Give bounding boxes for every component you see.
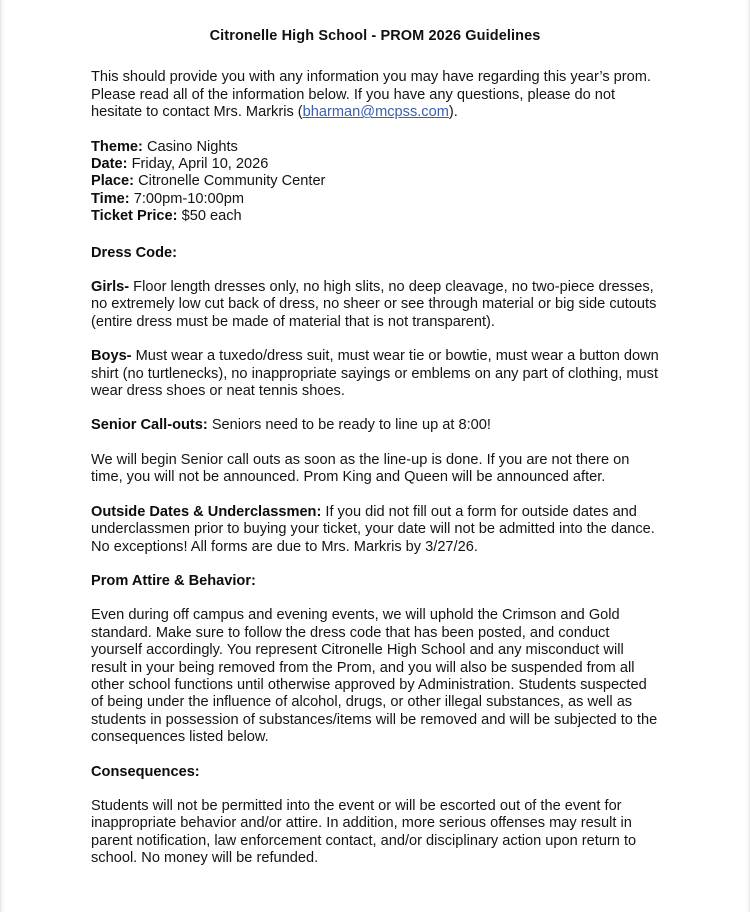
section-heading-dress-code: Dress Code: [91, 244, 177, 261]
detail-row-place [91, 173, 659, 190]
detail-value-ticket-price: $50 each [181, 208, 242, 225]
document-content [1, 0, 749, 868]
detail-label-place: Place: [91, 173, 134, 190]
intro-text-before-link: This should provide you with any information you may have regarding this year’s prom. Please read all of the information below. If you have any questions, please do not hesitate to contact Mrs. Markris ( [91, 69, 651, 121]
dress-code-girls-text: Floor length dresses only, no high slits, no deep cleavage, no two-piece dresses, no extremely low cut back of dress, no sheer or see through material or big side cutouts (entire dress must be made of material that is not transparent). [91, 279, 657, 330]
section-heading-prom-attire: Prom Attire & Behavior: [91, 572, 256, 589]
senior-callouts-paragraph [91, 417, 659, 434]
outside-dates-paragraph [91, 504, 659, 556]
detail-value-date: Friday, April 10, 2026 [131, 156, 269, 173]
outside-dates-label: Outside Dates & Underclassmen: [91, 503, 322, 520]
event-details-block [91, 139, 659, 226]
dress-code-boys-text: Must wear a tuxedo/dress suit, must wear tie or bowtie, must wear a button down shirt (no turtlenecks), no inappropriate sayings or emblems on any part of clothing, must wear dress shoes or neat tennis shoes. [91, 348, 659, 400]
detail-row-time [91, 191, 659, 208]
senior-callouts-label: Senior Call-outs: [91, 417, 208, 434]
detail-label-date: Date: [91, 156, 128, 173]
outside-dates-text: If you did not fill out a form for outside dates and underclassmen prior to buying your ticket, your date will not be admitted into the dance. No exceptions! All forms are due to Mrs. Markris by 3/27/26. [91, 503, 655, 555]
page-title: Citronelle High School - PROM 2026 Guidelines [209, 28, 541, 44]
senior-callouts-detail-paragraph: We will begin Senior call outs as soon as the line-up is done. If you are not there on time, you will not be announced. Prom King and Queen will be announced after. [91, 451, 630, 486]
detail-row-date [91, 156, 659, 173]
detail-value-place: Citronelle Community Center [138, 173, 326, 190]
intro-text-after-link: ). [448, 104, 458, 121]
detail-label-theme: Theme: [91, 138, 143, 155]
contact-email-link[interactable]: bharman@mcpss.com [302, 104, 449, 121]
dress-code-boys-label: Boys- [91, 348, 132, 365]
detail-label-time: Time: [91, 190, 130, 207]
detail-value-time: 7:00pm-10:00pm [133, 190, 245, 207]
detail-label-ticket-price: Ticket Price: [91, 208, 178, 225]
section-heading-consequences: Consequences: [91, 763, 200, 780]
senior-callouts-text: Seniors need to be ready to line up at 8:00! [207, 417, 491, 434]
dress-code-boys-paragraph [91, 348, 659, 400]
dress-code-girls-paragraph [91, 279, 659, 331]
intro-paragraph [91, 69, 659, 121]
detail-row-theme [91, 139, 659, 156]
prom-attire-paragraph: Even during off campus and evening events, we will uphold the Crimson and Gold standard. Make sure to follow the dress code that has been posted, and conduct yourself accordingly. You represent Citronelle High School and any misconduct will result in your being removed from the Prom, and you will also be suspended from all other school functions until otherwise approved by Administration. Students suspected of being under the influence of alcohol, drugs, or other illegal substances, as well as students in possession of substances/items will be removed and will be subjected to the consequences listed below. [91, 607, 658, 746]
consequences-paragraph: Students will not be permitted into the event or will be escorted out of the event for inappropriate behavior and/or attire. In addition, more serious offenses may result in parent notification, law enforcement contact, and/or disciplinary action upon return to school. No money will be refunded. [91, 797, 637, 867]
dress-code-girls-label: Girls- [91, 279, 130, 296]
detail-value-theme: Casino Nights [146, 138, 238, 155]
detail-row-ticket-price [91, 208, 659, 225]
